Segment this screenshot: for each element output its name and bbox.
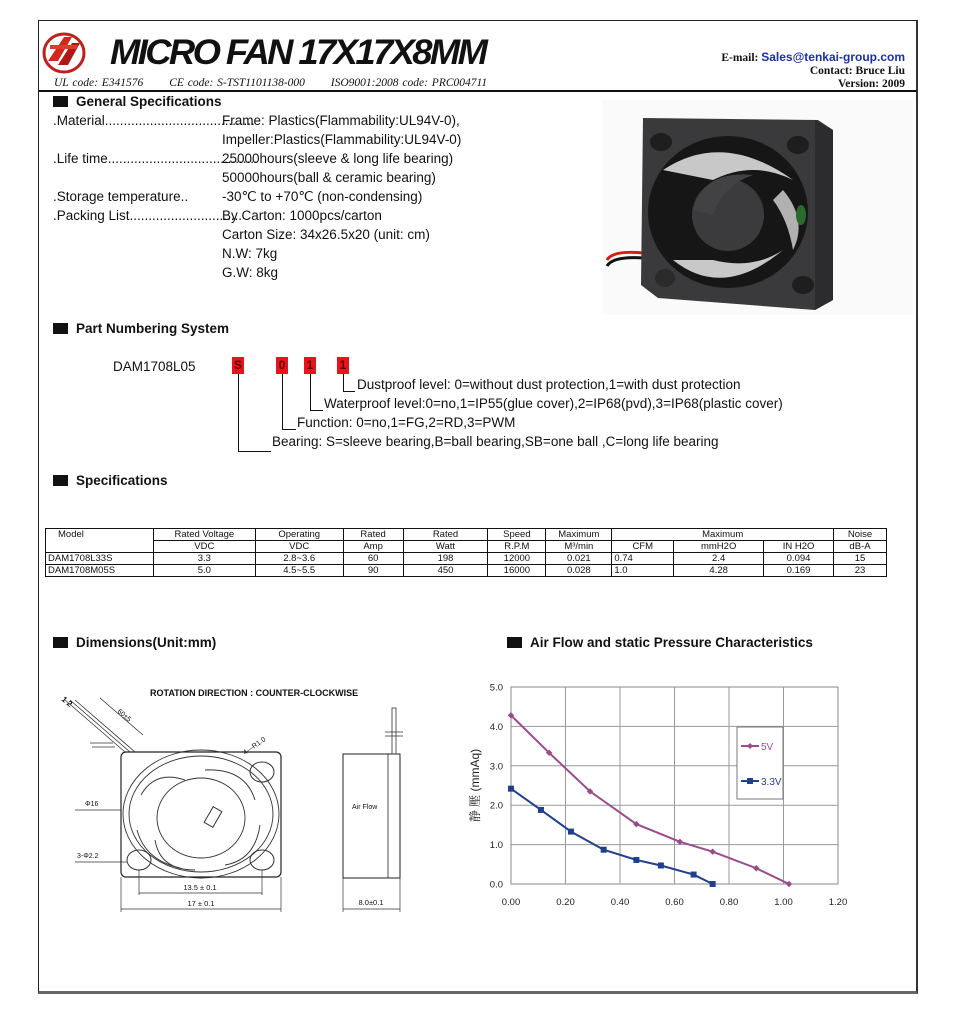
spec-row (53, 225, 461, 244)
code-dustproof: 1 (337, 357, 349, 374)
leader-line (282, 374, 283, 430)
cell: 2.8~3.6 (255, 553, 343, 565)
dustproof-description: Dustproof level: 0=without dust protection,1=with dust protection (357, 377, 741, 392)
version: Version: 2009 (838, 78, 905, 90)
contact-block (721, 51, 905, 91)
dimensions-heading (53, 635, 216, 650)
code-waterproof: 1 (304, 357, 316, 374)
airflow-pressure-chart (465, 672, 860, 917)
table-header-row (46, 529, 887, 541)
legend-marker (747, 778, 753, 784)
unit-op-vdc: VDC (255, 541, 343, 553)
unit-dba: dB-A (833, 541, 886, 553)
th-operating: Operating (255, 529, 343, 541)
cell: 450 (403, 565, 488, 577)
dimensions-heading-text: Dimensions(Unit:mm) (76, 635, 217, 650)
chart-heading-text: Air Flow and static Pressure Characteristics (530, 635, 813, 650)
part-number-base: DAM1708L05 (113, 359, 196, 374)
spec-key: .Life time........................................ (53, 151, 258, 166)
leader-line (310, 374, 311, 411)
spec-value: Frame: Plastics(Flammability:UL94V-0), (222, 113, 460, 128)
th-noise: Noise (833, 529, 886, 541)
cell: 15 (833, 553, 886, 565)
leader-line (310, 410, 323, 411)
unit-inh2o: IN H2O (764, 541, 834, 553)
data-point (658, 862, 664, 868)
tenkai-logo-icon (42, 31, 86, 75)
spec-value: Carton Size: 34x26.5x20 (unit: cm) (222, 227, 430, 242)
cell: 60 (343, 553, 403, 565)
certification-codes (54, 77, 509, 89)
document-title: MICRO FAN 17X17X8MM (110, 33, 486, 72)
waterproof-description: Waterproof level:0=no,1=IP55(glue cover),2=IP68(pvd),3=IP68(plastic cover) (324, 396, 783, 411)
unit-rpm: R.P.M (488, 541, 546, 553)
part-numbering-heading-text: Part Numbering System (76, 321, 230, 336)
cell: 198 (403, 553, 488, 565)
y-tick-label: 4.0 (489, 721, 503, 733)
table-row (46, 553, 887, 565)
section-bullet-icon (53, 475, 68, 486)
unit-cfm: CFM (612, 541, 674, 553)
spec-row (53, 149, 461, 168)
th-blank (46, 541, 154, 553)
x-tick-label: 0.60 (665, 897, 684, 908)
section-bullet-icon (53, 323, 68, 334)
cell: 0.169 (764, 565, 834, 577)
y-tick-label: 5.0 (489, 682, 503, 694)
x-tick-label: 0.40 (610, 897, 630, 908)
unit-amp: Amp (343, 541, 403, 553)
spec-row (53, 244, 461, 263)
y-tick-label: 1.0 (489, 840, 503, 852)
legend-box (737, 727, 783, 799)
legend-label: 3.3V (761, 777, 782, 788)
holes-label: 3-Φ2.2 (77, 853, 99, 860)
y-axis-label: 静 壓 (mmAq) (468, 748, 482, 823)
spec-key (53, 244, 222, 263)
specifications-heading-text: Specifications (76, 473, 168, 488)
spec-value: 25000hours(sleeve & long life bearing) (222, 151, 454, 166)
data-point (691, 872, 697, 878)
specifications-heading (53, 473, 168, 488)
spec-row (53, 130, 461, 149)
general-spec-heading (53, 94, 222, 109)
th-speed: Speed (488, 529, 546, 541)
section-bullet-icon (53, 96, 68, 107)
cell: 4.5~5.5 (255, 565, 343, 577)
ul-code: UL code: E341576 (54, 77, 144, 89)
specifications-table (45, 528, 887, 577)
dimension-drawing (55, 694, 425, 915)
th-rated-amp: Rated (343, 529, 403, 541)
air-flow-label: Air Flow (352, 804, 378, 811)
leader-line (343, 374, 344, 392)
iso-code: ISO9001:2008 code: PRC004711 (330, 77, 488, 89)
y-tick-label: 2.0 (489, 800, 503, 812)
cell: 2.4 (674, 553, 764, 565)
section-bullet-icon (507, 637, 522, 648)
thickness-label: 8.0±0.1 (358, 898, 384, 907)
function-description: Function: 0=no,1=FG,2=RD,3=PWM (297, 415, 516, 430)
y-tick-label: 0.0 (489, 879, 503, 891)
unit-m3min: M³/min (546, 541, 612, 553)
spec-key: .Storage temperature.. (53, 189, 189, 204)
x-tick-label: 0.80 (719, 897, 739, 908)
unit-watt: Watt (403, 541, 488, 553)
table-row (46, 565, 887, 577)
cell: 0.028 (546, 565, 612, 577)
spec-row (53, 263, 461, 282)
ce-code: CE code: S-TST1101138-000 (169, 77, 305, 89)
spec-key: .Material........................................ (53, 113, 255, 128)
width-label: 17 ± 0.1 (187, 899, 215, 908)
spec-value: G.W: 8kg (222, 265, 279, 280)
spec-key: .Packing List.............................. (53, 208, 243, 223)
cell: 4.28 (674, 565, 764, 577)
unit-vdc: VDC (153, 541, 255, 553)
code-function: 0 (276, 357, 288, 374)
cell: 1.0 (612, 565, 674, 577)
pin-label: 1 2 (59, 694, 75, 709)
unit-mmh2o: mmH2O (674, 541, 764, 553)
spec-value: 50000hours(ball & ceramic bearing) (222, 170, 436, 185)
spec-value: -30℃ to +70℃ (non-condensing) (222, 189, 423, 204)
spec-value: Impeller:Plastics(Flammability:UL94V-0) (222, 132, 462, 147)
cell: 3.3 (153, 553, 255, 565)
cell-model: DAM1708L33S (46, 553, 154, 565)
data-point (538, 807, 544, 813)
cell: 0.74 (612, 553, 674, 565)
th-max-pressure: Maximum (612, 529, 834, 541)
contact-name: Contact: Bruce Liu (809, 65, 905, 77)
cell: 0.021 (546, 553, 612, 565)
email-label: E-mail: (721, 52, 762, 64)
spec-row (53, 187, 461, 206)
part-numbering-heading (53, 321, 229, 336)
leader-line (238, 451, 271, 452)
x-tick-label: 0.00 (501, 897, 521, 908)
data-point (601, 847, 607, 853)
x-tick-label: 1.00 (774, 897, 793, 908)
cell: 16000 (488, 565, 546, 577)
general-spec-list (53, 111, 461, 282)
cell: 5.0 (153, 565, 255, 577)
th-model: Model (46, 529, 154, 541)
leader-line (238, 374, 239, 452)
x-tick-label: 0.20 (556, 897, 575, 908)
general-spec-heading-text: General Specifications (76, 94, 222, 109)
spec-key (53, 225, 222, 244)
cell-model: DAM1708M05S (46, 565, 154, 577)
spec-key (53, 130, 222, 149)
data-point (710, 881, 716, 887)
email-link[interactable]: Sales@tenkai-group.com (761, 50, 905, 64)
diameter-label: Φ16 (85, 801, 99, 808)
data-point (508, 786, 514, 792)
spec-key (53, 263, 222, 282)
leader-line (343, 391, 355, 392)
cell: 0.094 (764, 553, 834, 565)
cell: 12000 (488, 553, 546, 565)
x-tick-label: 1.20 (828, 897, 848, 908)
spec-value: By Carton: 1000pcs/carton (222, 208, 382, 223)
micro-fan-photo (603, 100, 913, 315)
th-rated-watt: Rated (403, 529, 488, 541)
spec-key (53, 168, 222, 187)
chart-heading (507, 635, 813, 650)
bearing-description: Bearing: S=sleeve bearing,B=ball bearing,SB=one ball ,C=long life bearing (272, 434, 719, 449)
legend-label: 5V (761, 742, 774, 753)
code-bearing: S (233, 358, 242, 372)
header-divider (39, 90, 917, 92)
leader-line (282, 429, 296, 430)
wire-length-label: 60±5 (115, 708, 133, 724)
cell: 23 (833, 565, 886, 577)
spec-value: N.W: 7kg (222, 246, 278, 261)
cell: 90 (343, 565, 403, 577)
spec-row (53, 111, 461, 130)
data-point (568, 829, 574, 835)
rotation-direction: ROTATION DIRECTION : COUNTER-CLOCKWISE (150, 688, 359, 698)
table-units-row (46, 541, 887, 553)
section-bullet-icon (53, 637, 68, 648)
th-max-airflow: Maximum (546, 529, 612, 541)
spec-row (53, 168, 461, 187)
corner-radius-label: 4—R1.0 (242, 736, 268, 757)
data-point (633, 857, 639, 863)
hole-pitch-label: 13.5 ± 0.1 (183, 883, 217, 892)
y-tick-label: 3.0 (489, 761, 503, 773)
th-rated-voltage: Rated Voltage (153, 529, 255, 541)
spec-row (53, 206, 461, 225)
